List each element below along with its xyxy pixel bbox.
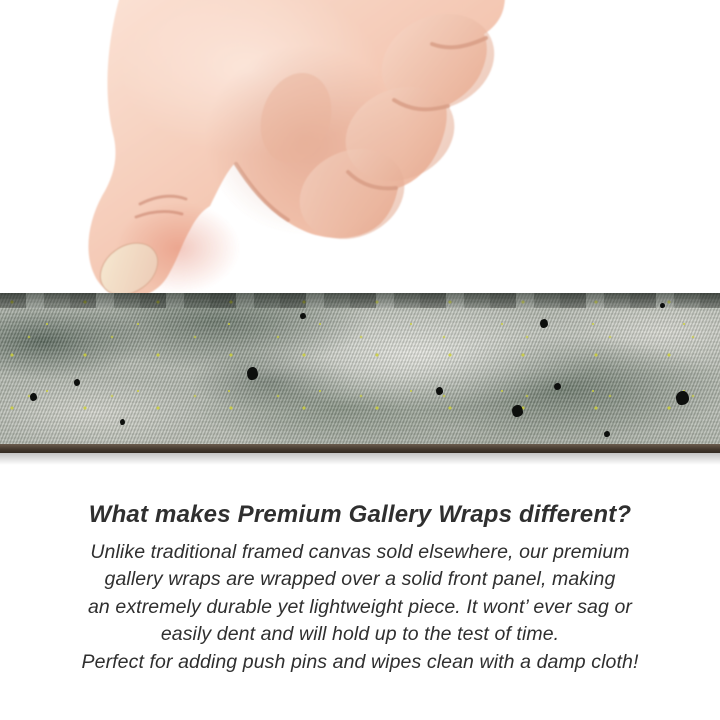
paint-speck (604, 431, 610, 437)
heading: What makes Premium Gallery Wraps different? (88, 501, 632, 528)
paint-speck (30, 393, 37, 401)
canvas-wrap-edge-photo (0, 293, 720, 453)
paint-speck (676, 391, 689, 405)
paint-speck (554, 383, 561, 390)
body-line: Unlike traditional framed canvas sold elsewhere, our premium (90, 541, 630, 563)
paint-speck (74, 379, 80, 386)
paint-speck (300, 313, 306, 319)
paint-speck (436, 387, 443, 395)
body-line: an extremely durable yet lightweight piece. It wont’ ever sag or (87, 595, 633, 618)
body-line: gallery wraps are wrapped over a solid front panel, making (104, 568, 616, 591)
paint-speck (660, 303, 665, 308)
paint-speck (247, 367, 258, 380)
paint-speck (120, 419, 125, 425)
paint-speck (540, 319, 548, 328)
body-line: Perfect for adding push pins and wipes clean with a damp cloth! (81, 650, 639, 673)
hand-pressing-thumb-photo (50, 0, 510, 305)
canvas-bottom-edge (0, 444, 720, 453)
paint-speck (512, 405, 523, 417)
canvas-top-surface (0, 293, 720, 308)
body-line: easily dent and will hold up to the test of time. (160, 623, 560, 646)
description-text-block (0, 500, 720, 676)
hand-silhouette (88, 0, 509, 305)
